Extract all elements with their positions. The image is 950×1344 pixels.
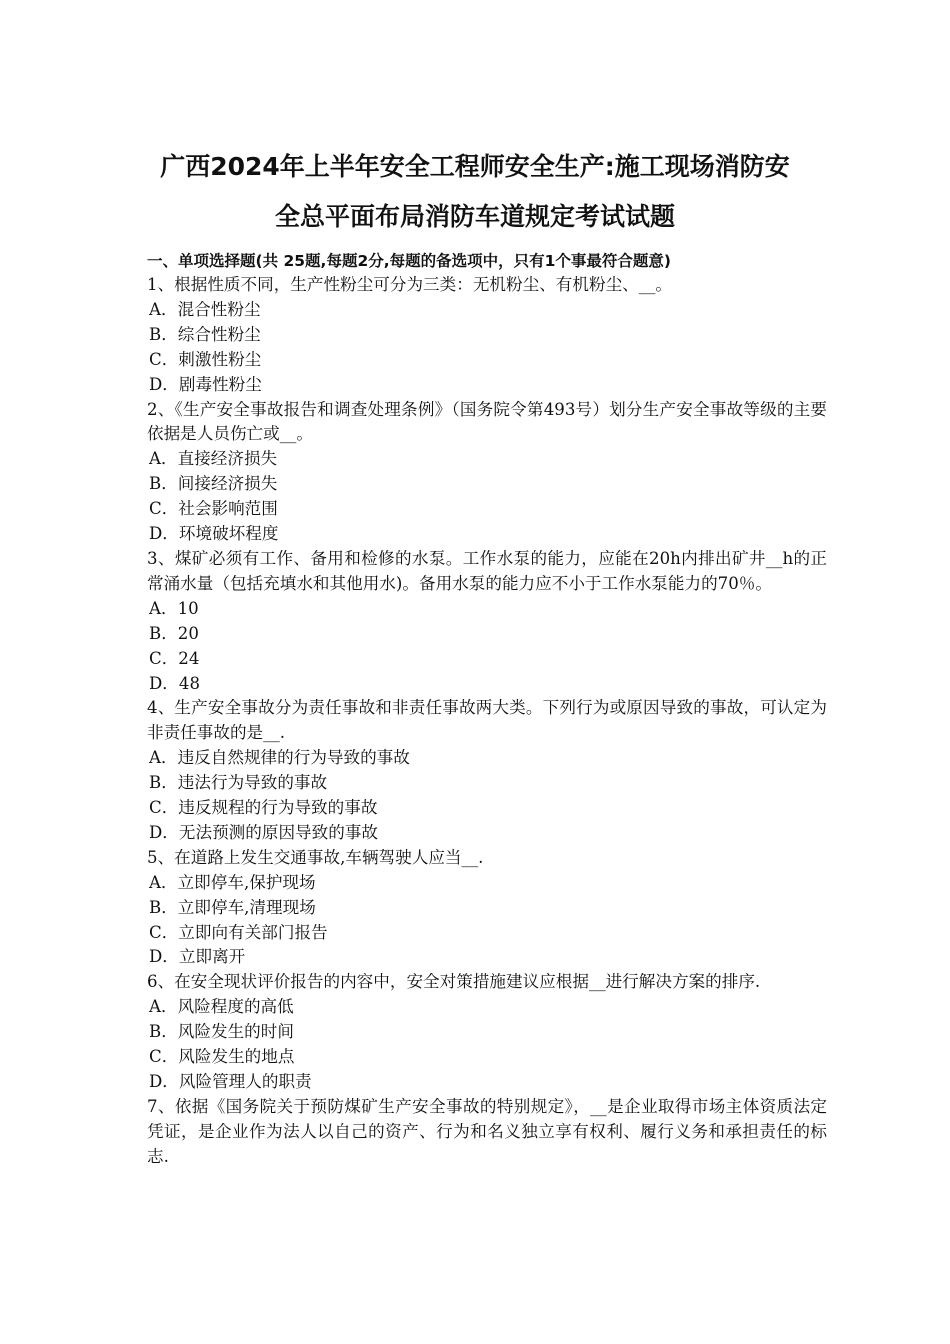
option-c: C．刺激性粉尘: [149, 349, 262, 369]
question-block: [147, 547, 827, 696]
question-block: [147, 696, 827, 845]
question-block: [147, 1095, 827, 1170]
option-a: A．违反自然规律的行为导致的事故: [149, 748, 410, 768]
option-a: A．混合性粉尘: [149, 299, 261, 319]
option-c: C．社会影响范围: [149, 499, 278, 519]
question-text: 2、《生产安全事故报告和调查处理条例》（国务院令第493号）划分生产安全事故等级的主要依据是人员伤亡或__。: [147, 399, 827, 444]
question-text: 5、在道路上发生交通事故,车辆驾驶人应当__.: [147, 847, 484, 867]
option-c: C．24: [149, 648, 200, 668]
document-title-line2: 全总平面布局消防车道规定考试试题: [274, 202, 675, 231]
question-text: 7、依据《国务院关于预防煤矿生产安全事故的特别规定》，__是企业取得市场主体资质法定凭证，是企业作为法人以自己的资产、行为和名义独立享有权利、履行义务和承担责任的标志.: [147, 1096, 827, 1166]
question-block: [147, 398, 827, 547]
question-block: [147, 846, 827, 971]
option-a: A．直接经济损失: [149, 449, 278, 469]
question-text: 6、在安全现状评价报告的内容中，安全对策措施建议应根据__进行解决方案的排序.: [147, 972, 761, 992]
option-d: D．环境破坏程度: [149, 524, 279, 544]
option-b: B．综合性粉尘: [149, 324, 261, 344]
option-b: B．风险发生的时间: [149, 1022, 294, 1042]
option-b: B．立即停车,清理现场: [149, 897, 316, 917]
option-d: D．风险管理人的职责: [149, 1072, 312, 1091]
option-d: D．无法预测的原因导致的事故: [149, 822, 379, 842]
option-c: C．立即向有关部门报告: [149, 922, 328, 942]
option-b: B．违法行为导致的事故: [149, 773, 328, 793]
section-heading: 一、单项选择题(共 25题,每题2分,每题的备选项中，只有1个事最符合题意): [147, 252, 671, 270]
question-text: 4、生产安全事故分为责任事故和非责任事故两大类。下列行为或原因导致的事故，可认定为非责任事故的是__.: [147, 698, 827, 743]
question-text: 3、煤矿必须有工作、备用和检修的水泵。工作水泵的能力，应能在20h内排出矿井__h的正常涌水量（包括充填水和其他用水)。备用水泵的能力应不小于工作水泵能力的70％。: [147, 548, 827, 593]
option-d: D．立即离开: [149, 947, 246, 967]
question-block: [147, 273, 827, 398]
question-text: 1、根据性质不同，生产性粉尘可分为三类：无机粉尘、有机粉尘、__。: [147, 275, 672, 294]
option-b: B．20: [149, 623, 199, 643]
option-c: C．违反规程的行为导致的事故: [149, 798, 378, 818]
option-d: D．48: [149, 673, 201, 693]
option-a: A．10: [149, 598, 199, 618]
question-block: [147, 970, 827, 1095]
option-a: A．立即停车,保护现场: [149, 872, 316, 892]
document-title-line1: 广西2024年上半年安全工程师安全生产:施工现场消防安: [160, 152, 790, 181]
option-a: A．风险程度的高低: [149, 997, 294, 1017]
option-b: B．间接经济损失: [149, 474, 278, 494]
option-c: C．风险发生的地点: [149, 1047, 295, 1067]
question-list: [147, 273, 827, 1170]
option-d: D．剧毒性粉尘: [149, 374, 262, 394]
